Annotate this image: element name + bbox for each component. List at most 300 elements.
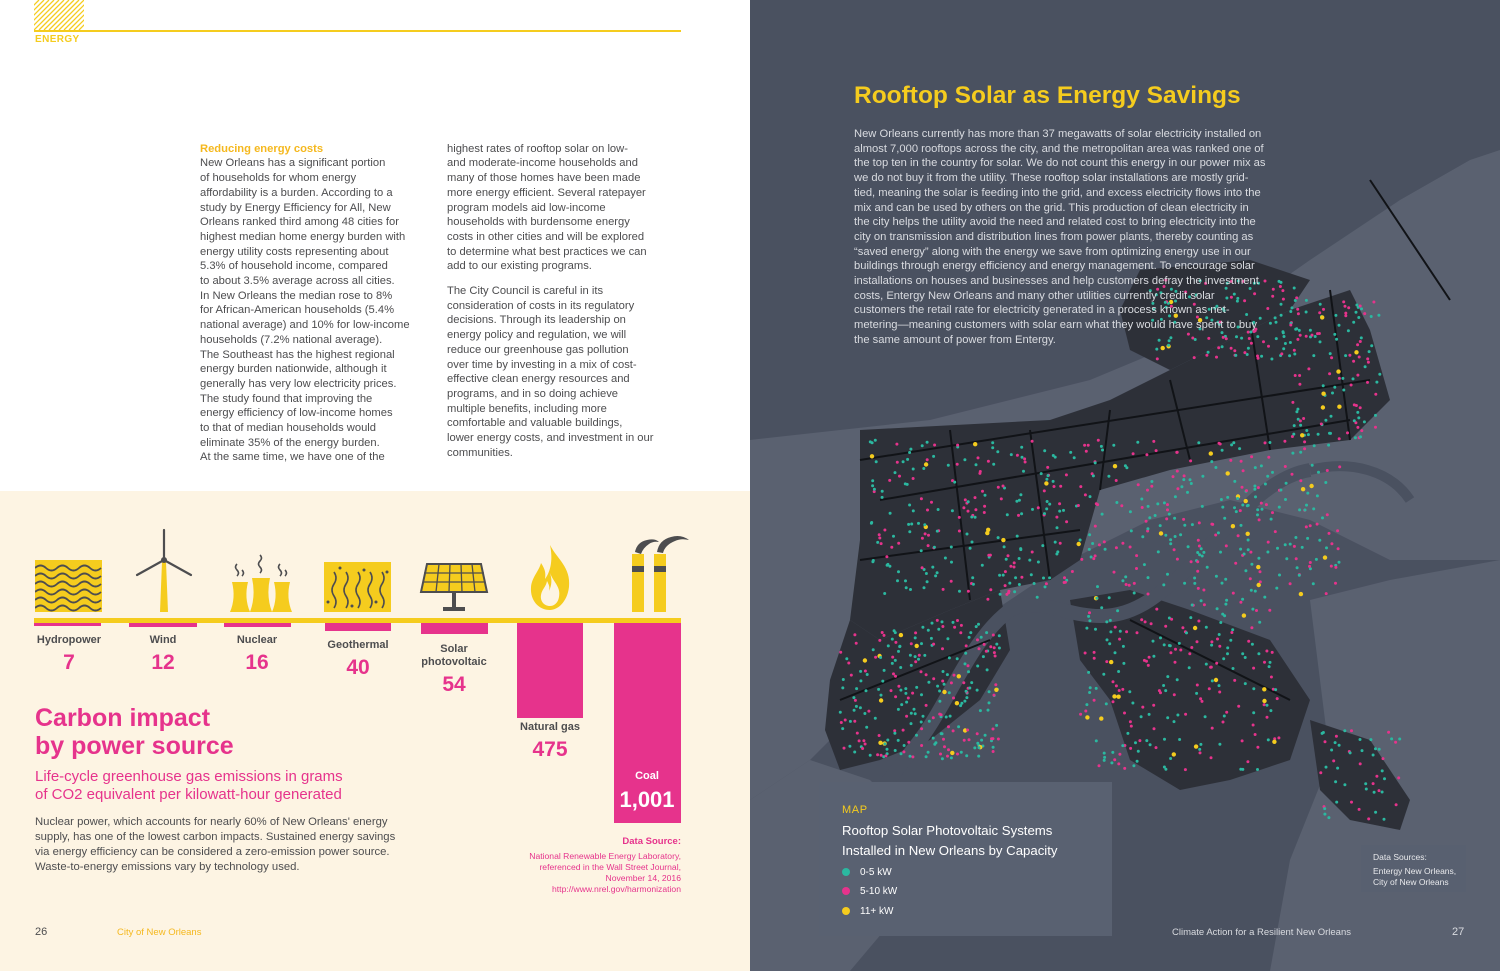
solar-point bbox=[937, 628, 940, 631]
solar-point bbox=[1240, 460, 1243, 463]
text-column-2 bbox=[447, 127, 687, 460]
solar-point bbox=[1275, 587, 1278, 590]
solar-point bbox=[1120, 504, 1123, 507]
solar-point bbox=[1174, 535, 1177, 538]
solar-point bbox=[1112, 694, 1116, 698]
solar-point bbox=[1222, 721, 1225, 724]
value-label-wind: 12 bbox=[151, 651, 175, 674]
solar-point bbox=[1226, 496, 1229, 499]
solar-point bbox=[1315, 558, 1318, 561]
solar-point bbox=[1232, 592, 1235, 595]
solar-point bbox=[1224, 578, 1227, 581]
solar-point bbox=[989, 588, 992, 591]
solar-point bbox=[1083, 444, 1086, 447]
solar-point bbox=[1298, 508, 1301, 511]
solar-point bbox=[1043, 449, 1046, 452]
solar-point bbox=[1242, 613, 1246, 617]
chart-subtitle: Life-cycle greenhouse gas emissions in grams of CO2 equivalent per kilowatt-hour generated bbox=[35, 768, 343, 803]
solar-point bbox=[1344, 354, 1347, 357]
teal-dot-icon bbox=[842, 868, 850, 876]
solar-point bbox=[1102, 673, 1105, 676]
solar-point bbox=[1283, 335, 1286, 338]
solar-point bbox=[1243, 553, 1246, 556]
solar-point bbox=[858, 739, 861, 742]
solar-point bbox=[1338, 377, 1341, 380]
solar-point bbox=[1269, 661, 1272, 664]
solar-point bbox=[1344, 314, 1347, 317]
solar-point bbox=[1307, 433, 1310, 436]
solar-point bbox=[1390, 737, 1393, 740]
bar-geothermal bbox=[325, 623, 391, 631]
solar-point bbox=[986, 668, 989, 671]
solar-point bbox=[953, 481, 956, 484]
solar-point bbox=[1289, 324, 1292, 327]
solar-point bbox=[1198, 521, 1201, 524]
solar-point bbox=[1125, 630, 1128, 633]
solar-point bbox=[920, 721, 923, 724]
solar-point bbox=[1266, 704, 1269, 707]
solar-point bbox=[997, 536, 1000, 539]
legend-kicker: MAP bbox=[842, 804, 868, 816]
solar-point bbox=[1397, 776, 1400, 779]
solar-point bbox=[911, 755, 914, 758]
value-label-solar-photovoltaic: 54 bbox=[442, 673, 466, 696]
solar-point bbox=[1098, 764, 1101, 767]
solar-point bbox=[841, 686, 844, 689]
solar-point bbox=[1370, 344, 1373, 347]
solar-point bbox=[991, 441, 994, 444]
solar-point bbox=[1088, 619, 1091, 622]
solar-point bbox=[990, 737, 993, 740]
solar-point bbox=[1347, 329, 1350, 332]
solar-point bbox=[1317, 433, 1320, 436]
solar-point bbox=[1124, 575, 1127, 578]
flame-icon bbox=[527, 543, 573, 612]
solar-point bbox=[1296, 308, 1299, 311]
solar-point bbox=[1028, 559, 1031, 562]
solar-point bbox=[1197, 441, 1200, 444]
solar-point bbox=[898, 645, 901, 648]
solar-point bbox=[1266, 716, 1269, 719]
solar-point bbox=[1341, 377, 1344, 380]
solar-point bbox=[1123, 767, 1126, 770]
solar-point bbox=[1145, 739, 1148, 742]
solar-point bbox=[1368, 350, 1371, 353]
solar-point bbox=[1215, 575, 1218, 578]
solar-point bbox=[907, 697, 910, 700]
solar-point bbox=[871, 479, 874, 482]
solar-point bbox=[989, 554, 992, 557]
solar-point bbox=[1289, 310, 1292, 313]
solar-point bbox=[1338, 561, 1341, 564]
solar-point bbox=[880, 542, 883, 545]
solar-point bbox=[1382, 757, 1385, 760]
solar-point bbox=[953, 626, 956, 629]
solar-point bbox=[1088, 548, 1091, 551]
solar-point bbox=[998, 634, 1001, 637]
solar-point bbox=[1013, 566, 1016, 569]
solar-point bbox=[1166, 573, 1169, 576]
solar-point bbox=[1054, 541, 1057, 544]
solar-point bbox=[1116, 695, 1120, 699]
solar-point bbox=[871, 560, 874, 563]
solar-point bbox=[943, 683, 946, 686]
solar-point bbox=[965, 754, 968, 757]
solar-point bbox=[1004, 584, 1007, 587]
solar-point bbox=[1335, 735, 1338, 738]
solar-point bbox=[932, 455, 935, 458]
solar-point bbox=[1110, 761, 1113, 764]
solar-point bbox=[1031, 508, 1034, 511]
solar-point bbox=[978, 746, 981, 749]
solar-point bbox=[1094, 628, 1097, 631]
solar-point bbox=[927, 534, 930, 537]
solar-point bbox=[875, 460, 878, 463]
solar-point bbox=[1118, 638, 1121, 641]
solar-point bbox=[855, 687, 858, 690]
text-column-1 bbox=[200, 127, 440, 465]
solar-point bbox=[958, 590, 961, 593]
solar-point bbox=[964, 498, 967, 501]
solar-point bbox=[1233, 679, 1236, 682]
solar-point bbox=[1337, 547, 1340, 550]
solar-point bbox=[915, 734, 918, 737]
solar-point bbox=[973, 746, 976, 749]
solar-point bbox=[1258, 621, 1261, 624]
solar-point bbox=[1294, 299, 1297, 302]
solar-point bbox=[1046, 466, 1049, 469]
solar-point bbox=[946, 637, 949, 640]
solar-point bbox=[1285, 482, 1288, 485]
solar-point bbox=[1045, 582, 1048, 585]
solar-point bbox=[923, 523, 926, 526]
solar-point bbox=[908, 451, 911, 454]
map-legend bbox=[819, 782, 1112, 936]
solar-point bbox=[893, 732, 896, 735]
solar-point bbox=[1119, 630, 1122, 633]
solar-point bbox=[1211, 679, 1214, 682]
solar-point bbox=[1295, 410, 1298, 413]
solar-point bbox=[1312, 507, 1315, 510]
solar-point bbox=[1143, 563, 1146, 566]
solar-point bbox=[1208, 687, 1211, 690]
solar-point bbox=[960, 624, 963, 627]
solar-point bbox=[1205, 354, 1208, 357]
solar-point bbox=[1001, 538, 1005, 542]
legend-label: 5-10 kW bbox=[860, 886, 898, 897]
solar-point bbox=[1313, 444, 1316, 447]
solar-point bbox=[848, 745, 851, 748]
solar-point bbox=[968, 687, 971, 690]
solar-point bbox=[1169, 542, 1172, 545]
solar-point bbox=[1004, 570, 1007, 573]
solar-point bbox=[864, 743, 867, 746]
solar-point bbox=[920, 744, 923, 747]
solar-point bbox=[1296, 566, 1299, 569]
solar-point bbox=[1330, 415, 1333, 418]
solar-point bbox=[1103, 756, 1106, 759]
solar-point bbox=[981, 490, 984, 493]
solar-point bbox=[1079, 713, 1082, 716]
solar-point bbox=[1264, 441, 1267, 444]
solar-point bbox=[1252, 667, 1255, 670]
solar-point bbox=[1293, 287, 1296, 290]
solar-point bbox=[1166, 503, 1169, 506]
solar-point bbox=[862, 739, 865, 742]
solar-point bbox=[1165, 517, 1168, 520]
solar-point bbox=[1252, 724, 1255, 727]
solar-point bbox=[1326, 513, 1329, 516]
solar-point bbox=[1099, 716, 1103, 720]
solar-point bbox=[1233, 480, 1236, 483]
solar-point bbox=[1189, 459, 1192, 462]
solar-point bbox=[1100, 445, 1103, 448]
solar-point bbox=[839, 711, 842, 714]
solar-point bbox=[874, 656, 877, 659]
solar-point bbox=[1079, 539, 1082, 542]
solar-point bbox=[1219, 551, 1222, 554]
solar-point bbox=[932, 677, 935, 680]
solar-point bbox=[1152, 640, 1155, 643]
solar-point bbox=[1251, 643, 1254, 646]
page-number-left: 26 bbox=[35, 926, 48, 938]
solar-point bbox=[1087, 615, 1090, 618]
solar-point bbox=[1331, 392, 1334, 395]
solar-point bbox=[1268, 665, 1271, 668]
solar-point bbox=[1237, 534, 1240, 537]
solar-point bbox=[874, 717, 877, 720]
solar-point bbox=[1321, 392, 1325, 396]
solar-point bbox=[1270, 358, 1273, 361]
solar-point bbox=[1008, 582, 1011, 585]
solar-point bbox=[914, 712, 917, 715]
solar-point bbox=[1348, 354, 1351, 357]
solar-point bbox=[941, 757, 944, 760]
solar-point bbox=[1366, 381, 1369, 384]
solar-point bbox=[1367, 361, 1370, 364]
solar-point bbox=[899, 633, 903, 637]
solar-point bbox=[853, 709, 856, 712]
solar-point bbox=[1189, 616, 1192, 619]
solar-point bbox=[1234, 562, 1237, 565]
solar-point bbox=[914, 631, 917, 634]
solar-point bbox=[927, 681, 930, 684]
solar-point bbox=[962, 681, 965, 684]
solar-point bbox=[1063, 581, 1066, 584]
solar-point bbox=[1191, 523, 1194, 526]
solar-point bbox=[1398, 738, 1401, 741]
solar-point bbox=[1293, 349, 1296, 352]
solar-point bbox=[1299, 334, 1302, 337]
solar-point bbox=[1299, 419, 1302, 422]
solar-point bbox=[1193, 582, 1196, 585]
solar-point bbox=[910, 712, 913, 715]
solar-point bbox=[1216, 607, 1219, 610]
solar-point bbox=[1201, 505, 1204, 508]
solar-point bbox=[915, 644, 919, 648]
solar-point bbox=[1125, 583, 1128, 586]
solar-point bbox=[955, 701, 959, 705]
solar-point bbox=[1254, 733, 1257, 736]
solar-point bbox=[945, 716, 948, 719]
solar-point bbox=[1256, 746, 1259, 749]
solar-point bbox=[924, 532, 927, 535]
solar-point bbox=[1193, 626, 1197, 630]
solar-point bbox=[1201, 475, 1204, 478]
solar-point bbox=[1305, 429, 1308, 432]
solar-point bbox=[1230, 443, 1233, 446]
solar-point bbox=[1260, 464, 1263, 467]
solar-point bbox=[1164, 534, 1167, 537]
solar-point bbox=[1298, 374, 1301, 377]
chart-description: Nuclear power, which accounts for nearly 60% of New Orleans' energy supply, has one of the lowest carbon impacts. Sustained energy savings via energy efficiency can be considered a zero-emission power source. Waste-to-energy emissions vary by technology used. bbox=[35, 816, 396, 873]
solar-point bbox=[894, 675, 897, 678]
solar-point bbox=[1052, 480, 1055, 483]
solar-point bbox=[904, 482, 907, 485]
solar-point bbox=[1056, 526, 1059, 529]
solar-point bbox=[1065, 520, 1068, 523]
solar-point bbox=[920, 497, 923, 500]
solar-point bbox=[920, 670, 923, 673]
solar-point bbox=[1343, 783, 1346, 786]
solar-point bbox=[996, 450, 999, 453]
solar-point bbox=[1136, 631, 1139, 634]
solar-point bbox=[1129, 510, 1132, 513]
solar-point bbox=[1117, 762, 1120, 765]
solar-point bbox=[1267, 345, 1270, 348]
solar-point bbox=[1364, 782, 1367, 785]
solar-point bbox=[968, 738, 971, 741]
solar-point bbox=[1169, 644, 1172, 647]
solar-point bbox=[988, 701, 991, 704]
solar-point bbox=[1328, 432, 1331, 435]
solar-point bbox=[1010, 453, 1013, 456]
solar-point bbox=[1172, 475, 1175, 478]
solar-point bbox=[1199, 743, 1202, 746]
solar-point bbox=[1305, 311, 1308, 314]
bar-natural-gas bbox=[517, 623, 583, 718]
solar-point bbox=[1197, 620, 1200, 623]
solar-point bbox=[972, 583, 975, 586]
solar-point bbox=[1283, 440, 1286, 443]
solar-point bbox=[1311, 334, 1314, 337]
solar-point bbox=[1163, 501, 1166, 504]
solar-point bbox=[1109, 630, 1112, 633]
solar-point bbox=[1118, 689, 1121, 692]
solar-point bbox=[1071, 570, 1074, 573]
solar-point bbox=[969, 631, 972, 634]
solar-point bbox=[883, 634, 886, 637]
solar-point bbox=[920, 642, 923, 645]
solar-point bbox=[1202, 589, 1205, 592]
solar-point bbox=[965, 696, 968, 699]
solar-point bbox=[1136, 441, 1139, 444]
solar-point bbox=[1293, 424, 1296, 427]
solar-point bbox=[1257, 583, 1261, 587]
solar-point bbox=[1095, 597, 1098, 600]
solar-point bbox=[1295, 327, 1298, 330]
solar-point bbox=[1312, 582, 1315, 585]
column-heading: Reducing energy costs bbox=[200, 142, 324, 155]
solar-point bbox=[1040, 472, 1043, 475]
category-label-solar-photovoltaic: Solar photovoltaic bbox=[421, 643, 487, 668]
solar-point bbox=[1095, 739, 1098, 742]
solar-point bbox=[1222, 657, 1225, 660]
solar-point bbox=[904, 687, 907, 690]
solar-point bbox=[994, 688, 998, 692]
solar-point bbox=[1267, 738, 1270, 741]
solar-point bbox=[936, 619, 939, 622]
solar-point bbox=[1231, 524, 1235, 528]
solar-point bbox=[1356, 374, 1359, 377]
solar-point bbox=[923, 654, 926, 657]
solar-point bbox=[1334, 314, 1337, 317]
solar-point bbox=[1123, 712, 1126, 715]
solar-point bbox=[878, 734, 881, 737]
solar-point bbox=[1088, 691, 1091, 694]
solar-point bbox=[1299, 451, 1302, 454]
solar-point bbox=[1173, 548, 1176, 551]
solar-point bbox=[992, 728, 995, 731]
solar-point bbox=[1112, 444, 1115, 447]
solar-point bbox=[1255, 609, 1258, 612]
solar-point bbox=[1324, 481, 1327, 484]
solar-point bbox=[963, 700, 966, 703]
solar-point bbox=[1077, 504, 1080, 507]
solar-point bbox=[1304, 509, 1307, 512]
solar-point bbox=[1141, 535, 1144, 538]
solar-point bbox=[1095, 687, 1098, 690]
solar-point bbox=[1274, 316, 1277, 319]
solar-point bbox=[1305, 504, 1308, 507]
solar-point bbox=[1338, 744, 1341, 747]
solar-point bbox=[1196, 684, 1199, 687]
solar-point bbox=[1336, 369, 1340, 373]
solar-point bbox=[897, 708, 900, 711]
solar-point bbox=[1146, 527, 1149, 530]
solar-point bbox=[1191, 604, 1194, 607]
solar-point bbox=[1254, 590, 1257, 593]
solar-point bbox=[1116, 609, 1119, 612]
solar-point bbox=[866, 673, 869, 676]
solar-point bbox=[1009, 565, 1012, 568]
solar-point bbox=[1093, 651, 1096, 654]
solar-point bbox=[1155, 348, 1158, 351]
solar-point bbox=[1168, 513, 1171, 516]
solar-point bbox=[1103, 540, 1106, 543]
solar-point bbox=[1210, 640, 1213, 643]
column-1-body: New Orleans has a significant portion of households for whom energy affordability is a burden. According to a study by Energy Efficiency for All, New Orleans ranked third among 48 cities for highest median home energy burden with energy utility costs representing about 5.3% of household income, compared to about 3.5% average across all cities. In New Orleans the median rose to 8% for African-American households (5.4% national average) and 10% for low-income households (7.2% national average). The Southeast has the highest regional energy burden nationwide, although it generally has very low electricity prices. The study found that improving the energy efficiency of low-income homes to that of median households would eliminate 35% of the energy burden. At the same time, we have one of the bbox=[200, 157, 410, 464]
solar-point bbox=[1294, 374, 1297, 377]
water-waves-icon bbox=[35, 560, 102, 612]
solar-point bbox=[1094, 554, 1097, 557]
solar-point bbox=[1326, 469, 1329, 472]
solar-point bbox=[896, 579, 899, 582]
solar-point bbox=[1200, 599, 1203, 602]
solar-point bbox=[1316, 523, 1319, 526]
solar-point bbox=[1129, 747, 1132, 750]
solar-point bbox=[1355, 404, 1358, 407]
solar-point bbox=[876, 541, 879, 544]
solar-point bbox=[1336, 767, 1339, 770]
solar-point bbox=[1267, 541, 1270, 544]
solar-point bbox=[881, 680, 884, 683]
solar-point bbox=[1258, 518, 1261, 521]
solar-point bbox=[975, 625, 978, 628]
solar-point bbox=[1020, 576, 1023, 579]
solar-point bbox=[1271, 511, 1274, 514]
solar-point bbox=[1058, 510, 1061, 513]
